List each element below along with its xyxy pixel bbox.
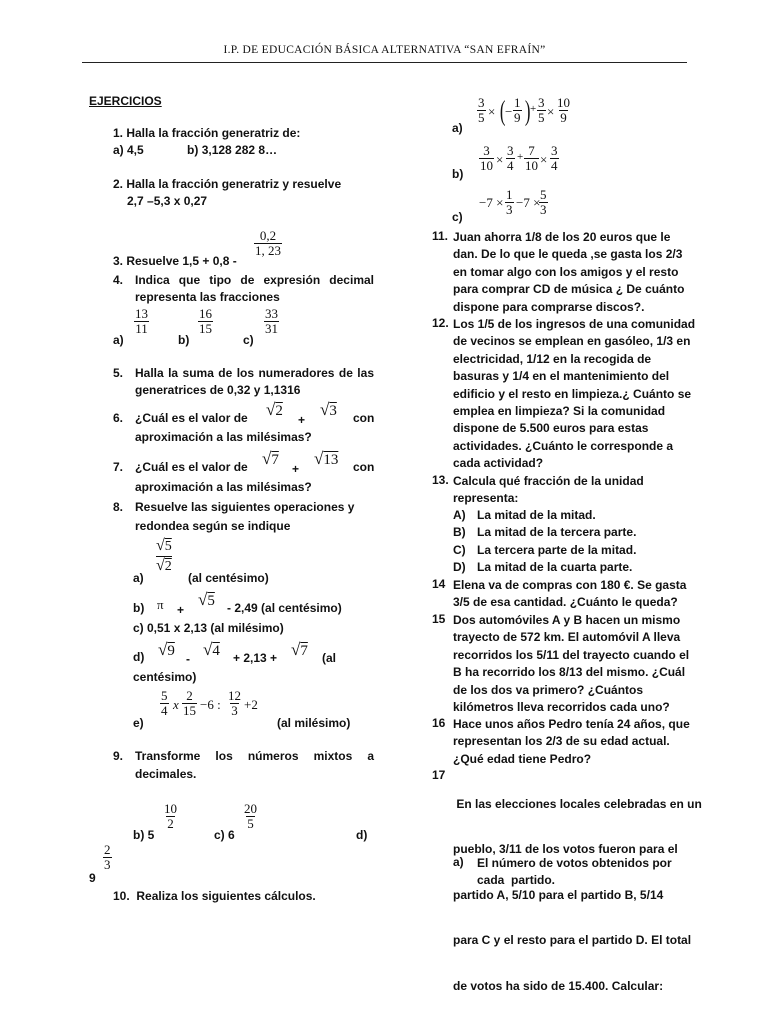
exercise-2: 2. Halla la fracción generatriz y resuelve — [113, 177, 342, 191]
times-sign: × — [540, 152, 548, 167]
exercise-3: 3. Resuelve 1,5 + 0,8 - — [113, 254, 237, 268]
minus-sign: − — [505, 104, 513, 119]
sqrt-5: √5 — [198, 590, 215, 609]
exercise-1-options: a) 4,5 b) 3,128 282 8… — [113, 143, 278, 157]
times-sign: × — [547, 104, 555, 119]
minus-7-times: −7 × — [516, 195, 541, 210]
exercise-5-line2: generatrices de 0,32 y 1,1316 — [135, 383, 301, 397]
fraction-2-15: $\frac{2}{15}$ — [183, 688, 196, 718]
fraction-10-9: $\frac{10}{9}$ — [557, 95, 570, 125]
exercise-13-line: Calcula qué fracción de la unidad — [453, 474, 644, 488]
exercise-15-number: 15 — [432, 612, 446, 626]
exercise-8-a-label: a) — [133, 571, 144, 585]
exercise-12 — [453, 316, 695, 473]
exercise-7-number: 7. — [113, 460, 124, 474]
exercise-17-a — [477, 855, 672, 890]
exercise-11-line: dan. De lo que le queda ,se gasta los 2/3 — [453, 247, 683, 262]
exercise-7-con: con — [353, 460, 375, 474]
fraction-3-5: $\frac{3}{5}$ — [478, 95, 485, 125]
exercise-11-line: Juan ahorra 1/8 de los 20 euros que le — [453, 230, 671, 244]
exercise-1: 1. Halla la fracción generatriz de: — [113, 126, 301, 140]
exercise-17-line: de votos ha sido de 15.400. Calcular: — [453, 978, 664, 993]
plus-sign: + — [292, 462, 300, 476]
exercise-14 — [453, 577, 686, 612]
exercise-4-line2: representa las fracciones — [135, 290, 280, 304]
exercise-2-expression: 2,7 –5,3 x 0,27 — [127, 194, 208, 208]
plus-sign: + — [530, 103, 537, 115]
exercise-4-c-label: c) — [243, 333, 254, 347]
exercise-17-a-label: a) — [453, 855, 464, 869]
exercise-6-text: ¿Cuál es el valor de — [135, 411, 248, 425]
fraction-1-9: $\frac{1}{9}$ — [514, 95, 521, 125]
option-b: B) La mitad de la tercera parte. — [453, 525, 637, 540]
exercise-15-line: recorridos los 5/11 del trayecto cuando el — [453, 647, 690, 662]
times-sign: × — [488, 104, 496, 119]
exercise-5-number: 5. — [113, 366, 124, 380]
exercise-12-line: actividades. ¿Cuánto le corresponde a — [453, 438, 674, 453]
calc-c-label: c) — [452, 210, 463, 224]
exercise-17-a-line: El número de votos obtenidos por — [477, 856, 672, 870]
exercise-12-number: 12. — [432, 316, 449, 330]
exercise-16-line: representan los 2/3 de su edad actual. — [453, 734, 670, 749]
exercise-9-line1: Transforme los números mixtos a — [135, 749, 374, 763]
exercise-8-e-note: (al milésimo) — [277, 716, 351, 730]
exercise-17-line: En las elecciones locales celebradas en un — [453, 797, 702, 811]
plus-sign: + — [177, 603, 185, 617]
exercise-7-line2: aproximación a las milésimas? — [135, 480, 312, 494]
exercise-13-options — [453, 507, 636, 577]
exercise-10: 10. Realiza los siguientes cálculos. — [113, 889, 316, 903]
sqrt-2: √2 — [266, 400, 283, 419]
exercise-17-line: para C y el resto para el partido D. El total — [453, 933, 692, 948]
fraction-12-3: $\frac{12}{3}$ — [228, 688, 241, 718]
document-header: I.P. DE EDUCACIÓN BÁSICA ALTERNATIVA “SAN EFRAÍN” — [223, 44, 546, 56]
fraction-7-10: $\frac{7}{10}$ — [525, 143, 538, 173]
exercise-12-line: cada actividad? — [453, 456, 544, 471]
exercise-9-d-label: d) — [356, 828, 368, 842]
exercise-4-a-fraction: $\frac{13}{11}$ — [135, 306, 148, 336]
exercise-11-line: en tomar algo con los amigos y el resto — [453, 264, 679, 279]
exercise-6-line2: aproximación a las milésimas? — [135, 430, 312, 444]
exercise-7-text: ¿Cuál es el valor de — [135, 460, 248, 474]
exercise-8-line2: redondea según se indique — [135, 519, 291, 533]
sqrt-7: √7 — [262, 449, 279, 468]
exercise-17-number: 17 — [432, 768, 446, 782]
sqrt-7: √7 — [291, 640, 308, 659]
exercise-8-c: c) 0,51 x 2,13 (al milésimo) — [133, 621, 284, 635]
minus-7-times: −7 × — [479, 195, 504, 210]
exercise-15-line: trayecto de 572 km. El automóvil A lleva — [453, 630, 681, 645]
exercise-8-e-label: e) — [133, 716, 144, 730]
exercise-13-line: representa: — [453, 491, 519, 506]
sqrt-4: √4 — [203, 640, 220, 659]
header-divider — [82, 62, 687, 63]
plus-sign: + — [298, 413, 306, 427]
exercise-8-d-label: d) — [133, 650, 145, 664]
exercise-9-number: 9. — [113, 749, 124, 763]
option-d: D) La mitad de la cuarta parte. — [453, 560, 633, 575]
exercise-3-fraction: $\frac{0,2}{1, 23}$ — [255, 228, 281, 258]
mixed-fraction-2-3: $\frac{2}{3}$ — [104, 842, 111, 872]
exercise-8-number: 8. — [113, 500, 124, 514]
sqrt-3: √3 — [320, 400, 337, 419]
exercise-8-d-al: (al — [322, 651, 337, 665]
exercise-4-line1: Indica que tipo de expresión decimal — [135, 273, 374, 287]
exercise-9-c-label: c) 6 — [214, 828, 235, 842]
mixed-fraction-10-2: $\frac{10}{2}$ — [164, 801, 177, 831]
exercise-12-line: edificio y el resto en limpieza.¿ Cuánto se — [453, 386, 692, 401]
mixed-fraction-20-5: $\frac{20}{5}$ — [244, 801, 257, 831]
fraction-5-3: $\frac{5}{3}$ — [540, 187, 547, 217]
exercise-15-line: kilómetros lleva recorridos cada uno? — [453, 700, 670, 715]
calc-b-label: b) — [452, 167, 464, 181]
fraction-1-3: $\frac{1}{3}$ — [506, 187, 513, 217]
exercise-6-con: con — [353, 411, 375, 425]
option-c: C) La tercera parte de la mitad. — [453, 542, 637, 557]
exercise-15 — [453, 612, 689, 716]
exercise-4-a-label: a) — [113, 333, 124, 347]
section-title: EJERCICIOS — [89, 94, 162, 108]
exercise-12-line: Los 1/5 de los ingresos de una comunidad — [453, 317, 696, 331]
minus-6-div: −6 : — [200, 697, 221, 712]
exercise-16-line: Hace unos años Pedro tenía 24 años, que — [453, 717, 690, 731]
exercise-12-line: electricidad, 1/12 en la recogida de — [453, 351, 652, 366]
pi-symbol: π — [157, 597, 164, 612]
exercise-16-number: 16 — [432, 716, 446, 730]
exercise-12-line: basuras y 1/4 en el mantenimiento del — [453, 369, 670, 384]
exercise-11-line: dispone para comprarse discos?. — [453, 299, 645, 314]
paren-left: ( — [499, 96, 506, 127]
exercise-4-c-fraction: $\frac{33}{31}$ — [265, 306, 278, 336]
exercise-9-b-label: b) 5 — [133, 828, 155, 842]
minus-sign: - — [186, 652, 190, 666]
exercise-8-b-rest: - 2,49 (al centésimo) — [227, 601, 342, 615]
exercise-13 — [453, 473, 644, 508]
exercise-11 — [453, 229, 684, 316]
exercise-4-b-fraction: $\frac{16}{15}$ — [199, 306, 212, 336]
exercise-16 — [453, 716, 690, 768]
exercise-8-a-fraction: √5 √2 — [156, 537, 172, 574]
exercise-15-line: de los dos va primero? ¿Cuántos — [453, 682, 644, 697]
exercise-14-line: Elena va de compras con 180 €. Se gasta — [453, 578, 687, 592]
exercise-8-line1: Resuelve las siguientes operaciones y — [135, 500, 355, 514]
exercise-9-d-whole: 9 — [89, 871, 96, 885]
paren-right: ) — [524, 96, 531, 127]
exercise-13-number: 13. — [432, 473, 449, 487]
exercise-4-b-label: b) — [178, 333, 190, 347]
exercise-17-line: partido A, 5/10 para el partido B, 5/14 — [453, 887, 664, 902]
exercise-8-d-mid: + 2,13 + — [233, 651, 278, 665]
calc-a-label: a) — [452, 121, 463, 135]
exercise-14-line: 3/5 de esa cantidad. ¿Cuánto le queda? — [453, 595, 678, 610]
exercise-11-number: 11. — [432, 229, 449, 243]
times-x: x — [173, 697, 179, 712]
exercise-8-b-label: b) — [133, 601, 145, 615]
fraction-3-5: $\frac{3}{5}$ — [538, 95, 545, 125]
exercise-5-line1: Halla la suma de los numeradores de las — [135, 366, 374, 380]
exercise-15-line: Dos automóviles A y B hacen un mismo — [453, 613, 681, 627]
exercise-17-line: pueblo, 3/11 de los votos fueron para el — [453, 842, 678, 857]
exercise-17-a-line: cada partido. — [477, 873, 556, 888]
fraction-3-4: $\frac{3}{4}$ — [507, 143, 514, 173]
fraction-3-4: $\frac{3}{4}$ — [551, 143, 558, 173]
sqrt-9: √9 — [158, 640, 175, 659]
times-sign: × — [496, 152, 504, 167]
exercise-4-number: 4. — [113, 273, 124, 287]
exercise-15-line: B ha recorrido los 8/13 del mismo. ¿Cuál — [453, 665, 686, 680]
exercise-9-line2: decimales. — [135, 767, 197, 781]
exercise-12-line: emplea en limpieza? Si la comunidad — [453, 404, 666, 419]
exercise-11-line: para comprar CD de música ¿ De cuánto — [453, 282, 685, 297]
exercise-14-number: 14 — [432, 577, 446, 591]
exercise-12-line: de vecinos se emplean en gasóleo, 1/3 en — [453, 334, 691, 349]
exercise-6-number: 6. — [113, 411, 124, 425]
exercise-8-a-note: (al centésimo) — [188, 571, 269, 585]
plus-2: +2 — [244, 697, 258, 712]
sqrt-13: √13 — [314, 449, 339, 468]
exercise-12-line: dispone de 5.500 euros para estas — [453, 421, 649, 436]
fraction-3-10: $\frac{3}{10}$ — [480, 143, 493, 173]
exercise-16-line: ¿Qué edad tiene Pedro? — [453, 751, 592, 766]
option-a: A) La mitad de la mitad. — [453, 508, 596, 522]
plus-sign: + — [517, 151, 524, 163]
exercise-8-d-line2: centésimo) — [133, 670, 197, 684]
fraction-5-4: $\frac{5}{4}$ — [161, 688, 168, 718]
